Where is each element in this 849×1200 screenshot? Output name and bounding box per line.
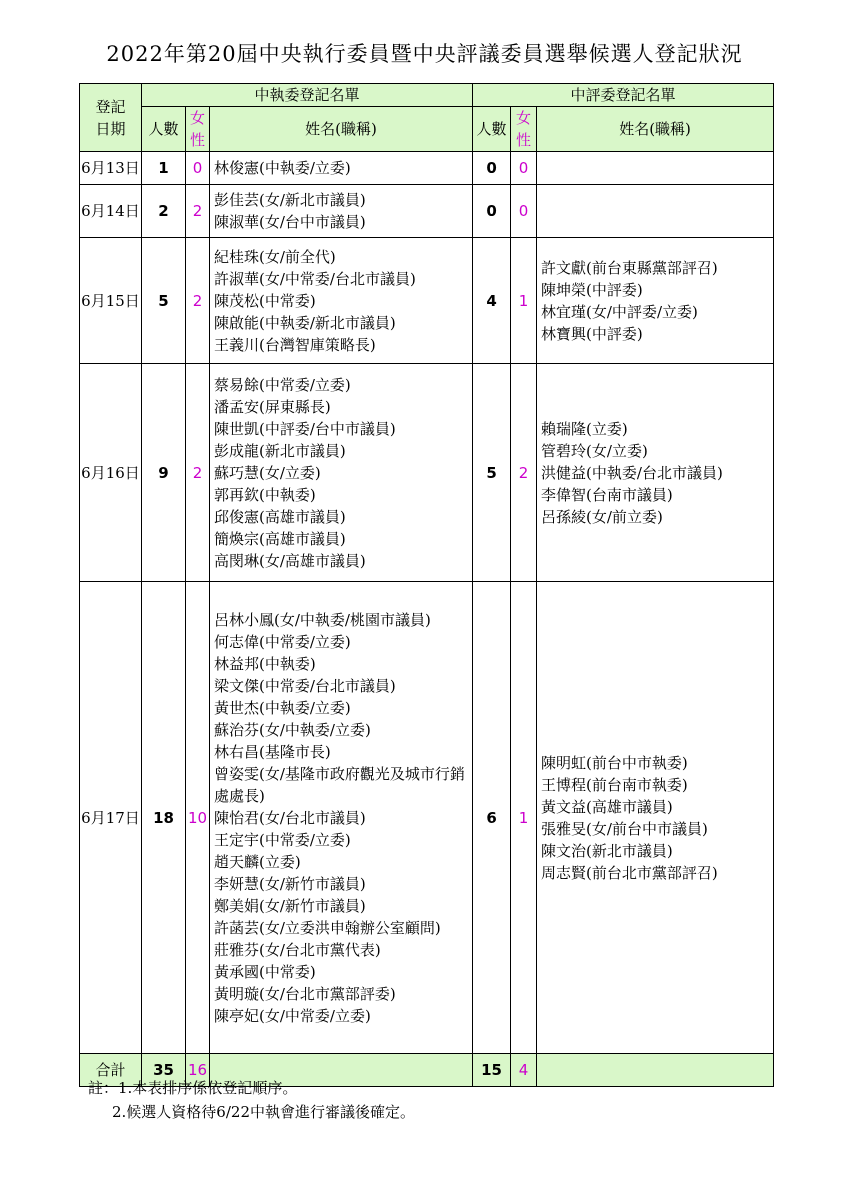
total-cec-female: 16 bbox=[186, 1054, 210, 1087]
candidate-name: 莊雅芬(女/台北市黨代表) bbox=[214, 940, 381, 959]
ccc-names bbox=[537, 185, 774, 238]
candidate-name: 蘇治芬(女/中執委/立委) bbox=[214, 720, 371, 739]
cec-count: 5 bbox=[142, 238, 186, 364]
candidate-name: 林寶興(中評委) bbox=[541, 324, 643, 343]
candidate-name: 彭成龍(新北市議員) bbox=[214, 441, 346, 460]
cec-name-header: 姓名(職稱) bbox=[210, 107, 473, 152]
candidate-name: 陳淑華(女/台中市議員) bbox=[214, 213, 366, 231]
candidate-name: 陳亭妃(女/中常委/立委) bbox=[214, 1006, 371, 1025]
candidate-name: 潘孟安(屏東縣長) bbox=[214, 397, 331, 416]
candidate-name: 紀桂珠(女/前全代) bbox=[214, 247, 336, 266]
candidate-name: 呂孫綾(女/前立委) bbox=[541, 507, 663, 526]
cec-names bbox=[210, 238, 473, 364]
cec-names bbox=[210, 582, 473, 1054]
ccc-female-count: 1 bbox=[511, 582, 537, 1054]
candidate-name: 林俊憲(中執委/立委) bbox=[214, 159, 351, 177]
cec-female-count: 2 bbox=[186, 185, 210, 238]
ccc-female-count: 1 bbox=[511, 238, 537, 364]
candidate-name: 邱俊憲(高雄市議員) bbox=[214, 507, 346, 526]
ccc-female-count: 0 bbox=[511, 152, 537, 185]
ccc-female-count: 0 bbox=[511, 185, 537, 238]
footnote-1: 註：1.本表排序係依登記順序。 bbox=[88, 1079, 298, 1097]
candidate-name: 李妍慧(女/新竹市議員) bbox=[214, 874, 366, 893]
candidate-name: 黃世杰(中執委/立委) bbox=[214, 698, 351, 717]
cec-female-count: 2 bbox=[186, 238, 210, 364]
registration-date: 6月16日 bbox=[80, 364, 142, 582]
cec-count: 9 bbox=[142, 364, 186, 582]
cec-count-header: 人數 bbox=[142, 107, 186, 152]
cec-count: 2 bbox=[142, 185, 186, 238]
cec-names bbox=[210, 364, 473, 582]
candidate-name: 郭再欽(中執委) bbox=[214, 485, 316, 504]
table-row bbox=[80, 185, 774, 238]
candidate-name: 許文獻(前台東縣黨部評召) bbox=[541, 258, 718, 277]
candidate-name: 黃承國(中常委) bbox=[214, 962, 316, 981]
cec-names bbox=[210, 185, 473, 238]
cec-female-count: 0 bbox=[186, 152, 210, 185]
candidate-name: 趙天麟(立委) bbox=[214, 852, 301, 871]
candidate-name: 張雅旻(女/前台中市議員) bbox=[541, 819, 708, 838]
ccc-count: 4 bbox=[473, 238, 511, 364]
candidate-name: 陳怡君(女/台北市議員) bbox=[214, 808, 366, 827]
table-row bbox=[80, 582, 774, 1054]
cec-female-count: 2 bbox=[186, 364, 210, 582]
candidate-name: 陳啟能(中執委/新北市議員) bbox=[214, 313, 396, 332]
candidate-name: 林宜瑾(女/中評委/立委) bbox=[541, 302, 698, 321]
ccc-count: 5 bbox=[473, 364, 511, 582]
candidate-name: 王義川(台灣智庫策略長) bbox=[214, 335, 376, 354]
total-cec-count: 35 bbox=[142, 1054, 186, 1087]
ccc-count-header: 人數 bbox=[473, 107, 511, 152]
ccc-count: 0 bbox=[473, 152, 511, 185]
candidate-name: 蘇巧慧(女/立委) bbox=[214, 463, 321, 482]
registration-date: 6月13日 bbox=[80, 152, 142, 185]
candidate-name: 林右昌(基隆市長) bbox=[214, 742, 331, 761]
candidate-name: 黃文益(高雄市議員) bbox=[541, 797, 673, 816]
candidate-name: 周志賢(前台北市黨部評召) bbox=[541, 863, 718, 882]
ccc-names bbox=[537, 238, 774, 364]
cec-list-header: 中執委登記名單 bbox=[142, 84, 473, 107]
date-header-line1: 登記 bbox=[95, 97, 126, 116]
candidate-name: 鄭美娟(女/新竹市議員) bbox=[214, 896, 366, 915]
candidate-name: 蔡易餘(中常委/立委) bbox=[214, 375, 351, 394]
candidate-name: 賴瑞隆(立委) bbox=[541, 419, 628, 438]
candidate-name: 陳坤榮(中評委) bbox=[541, 280, 643, 299]
cec-count: 18 bbox=[142, 582, 186, 1054]
ccc-female-count: 2 bbox=[511, 364, 537, 582]
ccc-names bbox=[537, 364, 774, 582]
ccc-count: 0 bbox=[473, 185, 511, 238]
total-ccc-female: 4 bbox=[511, 1054, 537, 1087]
ccc-list-header: 中評委登記名單 bbox=[473, 84, 774, 107]
candidate-name: 簡煥宗(高雄市議員) bbox=[214, 529, 346, 548]
date-header bbox=[80, 84, 142, 152]
registration-table bbox=[79, 83, 774, 1087]
candidate-name: 梁文傑(中常委/台北市議員) bbox=[214, 676, 396, 695]
candidate-name: 許菡芸(女/立委洪申翰辦公室顧問) bbox=[214, 918, 441, 937]
total-label: 合計 bbox=[80, 1054, 142, 1087]
cec-count: 1 bbox=[142, 152, 186, 185]
footnote-2: 2.候選人資格待6/22中執會進行審議後確定。 bbox=[112, 1103, 415, 1121]
candidate-name: 陳文治(新北市議員) bbox=[541, 841, 673, 860]
candidate-name: 王博程(前台南市執委) bbox=[541, 775, 688, 794]
date-header-line2: 日期 bbox=[95, 119, 126, 138]
candidate-name: 林益邦(中執委) bbox=[214, 654, 316, 673]
cec-female-header: 女性 bbox=[186, 107, 210, 152]
ccc-count: 6 bbox=[473, 582, 511, 1054]
candidate-name: 管碧玲(女/立委) bbox=[541, 441, 648, 460]
ccc-female-header: 女性 bbox=[511, 107, 537, 152]
cec-female-count: 10 bbox=[186, 582, 210, 1054]
candidate-name: 呂林小鳳(女/中執委/桃園市議員) bbox=[214, 610, 431, 629]
total-ccc-count: 15 bbox=[473, 1054, 511, 1087]
candidate-name: 陳茂松(中常委) bbox=[214, 291, 316, 310]
ccc-names bbox=[537, 152, 774, 185]
candidate-name: 曾姿雯(女/基隆市政府觀光及城市行銷處處長) bbox=[214, 764, 465, 805]
total-ccc-empty bbox=[537, 1054, 774, 1087]
table-row bbox=[80, 152, 774, 185]
ccc-name-header: 姓名(職稱) bbox=[537, 107, 774, 152]
footnotes bbox=[88, 1076, 415, 1124]
candidate-name: 彭佳芸(女/新北市議員) bbox=[214, 191, 366, 209]
candidate-name: 何志偉(中常委/立委) bbox=[214, 632, 351, 651]
page-title: 2022年第20屆中央執行委員暨中央評議委員選舉候選人登記狀況 bbox=[106, 42, 743, 66]
ccc-names bbox=[537, 582, 774, 1054]
candidate-name: 許淑華(女/中常委/台北市議員) bbox=[214, 269, 416, 288]
candidate-name: 李偉智(台南市議員) bbox=[541, 485, 673, 504]
candidate-name: 黃明璇(女/台北市黨部評委) bbox=[214, 984, 396, 1003]
candidate-name: 王定宇(中常委/立委) bbox=[214, 830, 351, 849]
table-row bbox=[80, 238, 774, 364]
candidate-name: 高閔琳(女/高雄市議員) bbox=[214, 551, 366, 570]
candidate-name: 陳世凱(中評委/台中市議員) bbox=[214, 419, 396, 438]
registration-date: 6月14日 bbox=[80, 185, 142, 238]
table-row bbox=[80, 364, 774, 582]
candidate-name: 洪健益(中執委/台北市議員) bbox=[541, 463, 723, 482]
candidate-name: 陳明虹(前台中市執委) bbox=[541, 753, 688, 772]
registration-date: 6月17日 bbox=[80, 582, 142, 1054]
cec-names bbox=[210, 152, 473, 185]
registration-date: 6月15日 bbox=[80, 238, 142, 364]
